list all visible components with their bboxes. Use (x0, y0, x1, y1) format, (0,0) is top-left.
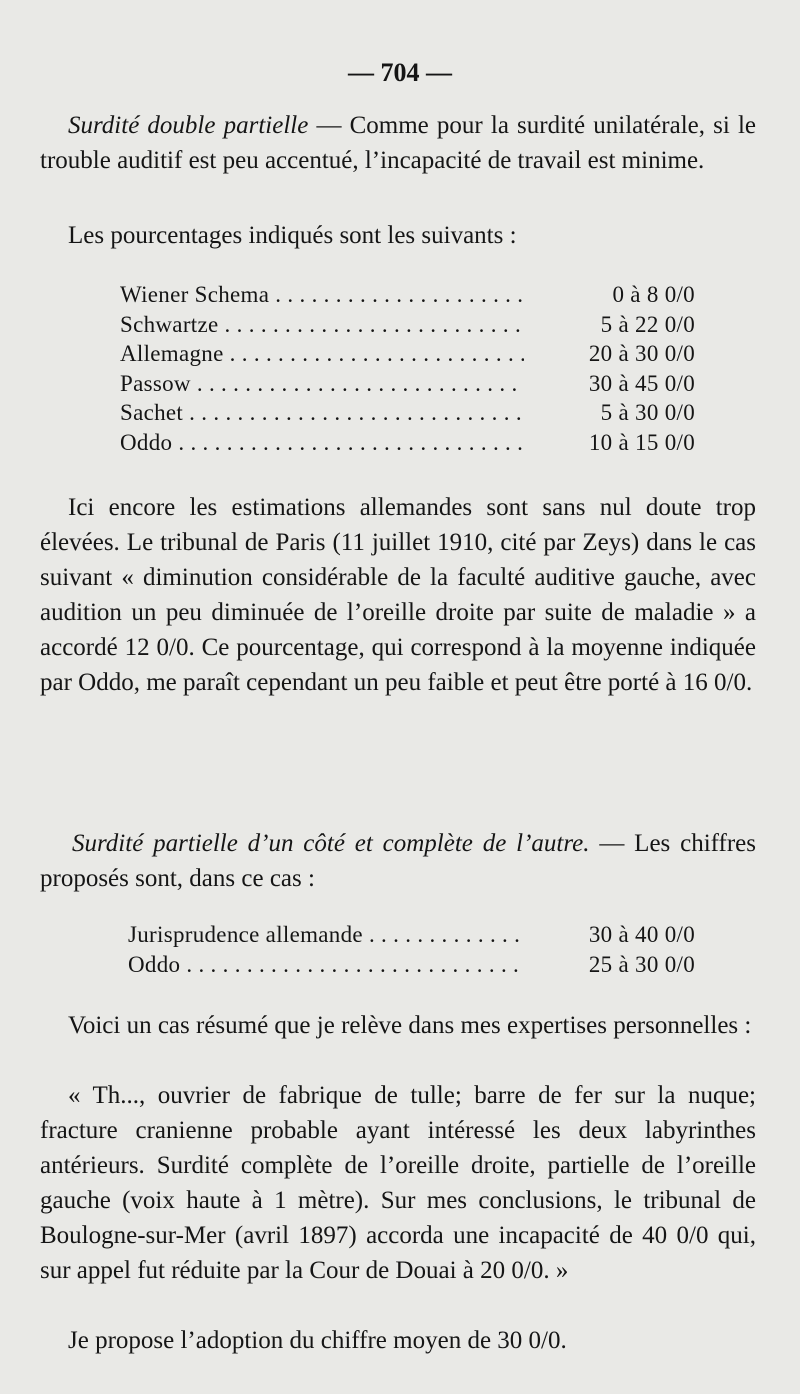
rate-source: Schwartze . . . (120, 310, 524, 340)
rate-row (120, 369, 695, 399)
paragraph-proposal: Je propose l’adoption du chiffre moyen de 30 0/0. (68, 1327, 567, 1354)
rate-source: Wiener Schema . . . (120, 280, 524, 310)
rate-value: 0 à 8 0/0 (612, 282, 695, 307)
rate-row (120, 310, 695, 340)
rate-source: Passow . . . (120, 369, 524, 399)
rate-source: Allemagne . . . (120, 339, 524, 369)
rate-source: Sachet . . . (120, 398, 524, 428)
rate-source: Oddo . . . (120, 428, 524, 458)
rate-value: 25 à 30 0/0 (588, 951, 695, 977)
section-intro-double-partial: — Comme pour la surdité unilatérale, si le trouble auditif est peu accentué, l’incapacité de travail est minime. (40, 112, 756, 174)
rate-row (120, 428, 695, 458)
section-intro-unilateral-complete: — Les chiffres proposés sont, dans ce cas : (40, 830, 756, 892)
rates-table-double-partial (120, 280, 695, 457)
paragraph-estimations: Ici encore les estimations allemandes sont sans nul doute trop élevées. Le tribunal de Paris (11 juillet 1910, cité par Zeys) dans le cas suivant « diminution considérable de la faculté auditive gauche, avec audition un peu diminuée de l’oreille droite par suite de maladie » a accordé 12 0/0. Ce pourcentage, qui correspond à la moyenne indiquée par Oddo, me paraît cependant un peu faible et peut être porté à 16 0/0. (40, 494, 756, 696)
paragraph-case-intro: Voici un cas résumé que je relève dans mes expertises personnelles : (68, 1012, 752, 1039)
rate-source: Oddo . . . (128, 950, 524, 980)
rates-table-unilateral-complete (128, 920, 695, 979)
section-double-partial (40, 108, 756, 178)
section-heading-double-partial: Surdité double partielle (68, 112, 309, 139)
rate-value: 5 à 30 0/0 (600, 400, 695, 425)
rate-value: 10 à 15 0/0 (588, 429, 695, 455)
percentages-lead: Les pourcentages indiqués sont les suivants : (68, 222, 517, 249)
rate-value: 30 à 40 0/0 (588, 922, 695, 947)
rate-row (120, 280, 695, 310)
rate-source: Jurisprudence allemande . . . (128, 920, 524, 950)
paragraph-case-quote: « Th..., ouvrier de fabrique de tulle; barre de fer sur la nuque; fracture cranienne probable ayant intéressé les deux labyrinthes antérieurs. Surdité complète de l’oreille droite, partielle de l’oreille gauche (voix haute à 1 mètre). Sur mes conclusions, le tribunal de Boulogne-sur-Mer (avril 1897) accorda une incapacité de 40 0/0 qui, sur appel fut réduite par la Cour de Douai à 20 0/0. » (40, 1082, 756, 1284)
rate-value: 5 à 22 0/0 (600, 311, 695, 337)
page-number: — 704 — (348, 58, 452, 87)
rate-row (120, 339, 695, 369)
section-heading-unilateral-complete: Surdité partielle d’un côté et complète de l’autre. (72, 830, 590, 857)
section-unilateral-complete (40, 826, 756, 896)
rate-value: 20 à 30 0/0 (588, 341, 695, 366)
rate-row (128, 950, 695, 980)
rate-row (120, 398, 695, 428)
rate-row (128, 920, 695, 950)
rate-value: 30 à 45 0/0 (588, 370, 695, 396)
